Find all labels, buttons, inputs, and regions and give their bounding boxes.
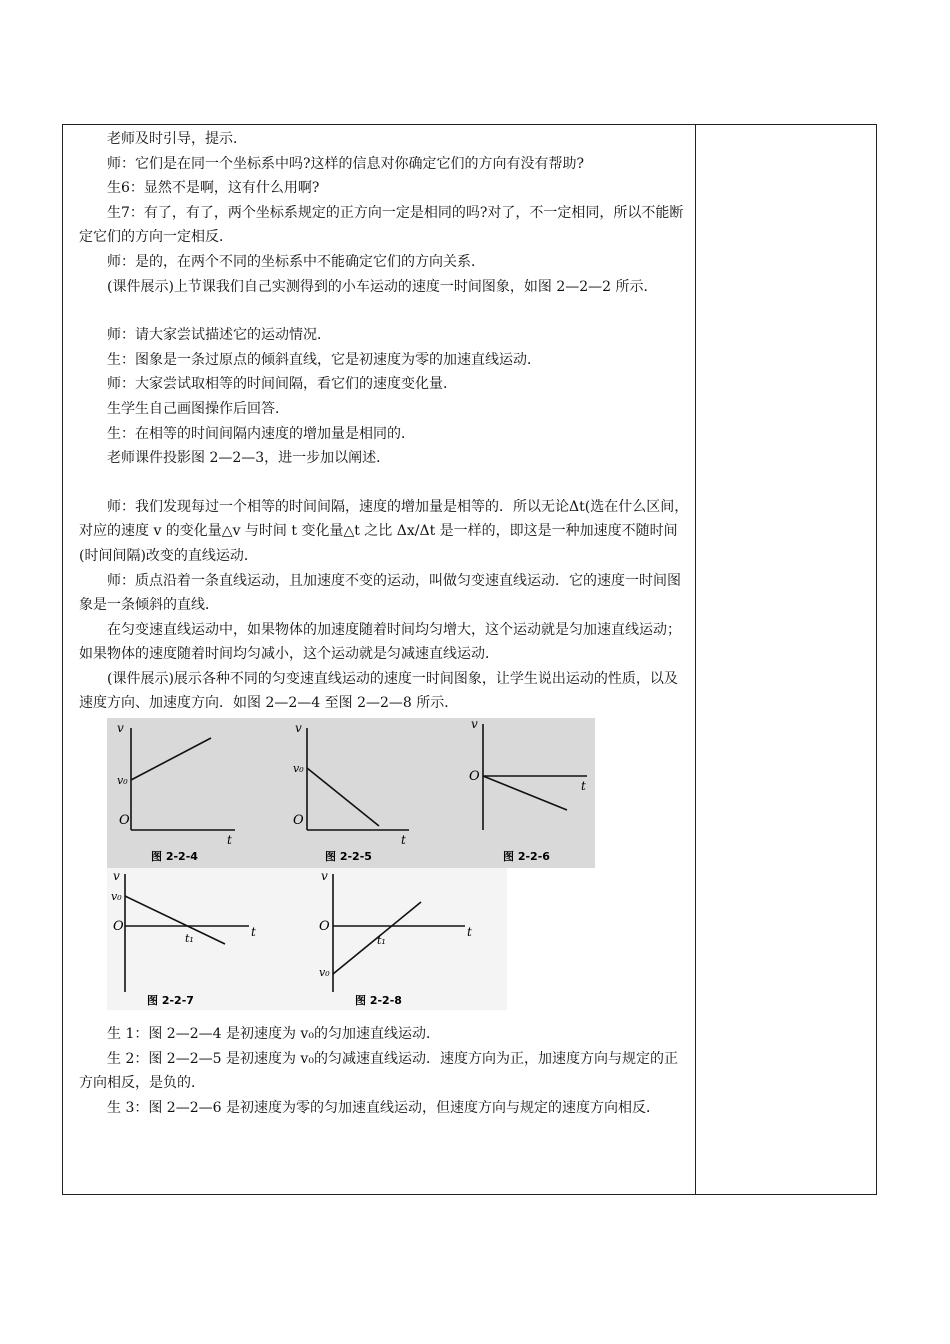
paragraph: 生：在相等的时间间隔内速度的增加量是相同的．: [107, 425, 415, 442]
paragraph: 老师及时引导，提示．: [107, 131, 247, 147]
origin-label: O: [113, 919, 124, 935]
paragraph: 师：是的，在两个不同的坐标系中不能确定它们的方向关系．: [107, 253, 485, 270]
axis-label-t1: t₁: [377, 934, 386, 948]
paragraph: (课件展示)展示各种不同的匀变速直线运动的速度一时间图象，让学生说出运动的性质，以及速度方向、加速度方向．如图 2—2—4 至图 2—2—8 所示．: [79, 670, 678, 712]
paragraph: 师：质点沿着一条直线运动，且加速度不变的运动，叫做匀变速直线运动．它的速度一时间图象是一条倾斜的直线．: [79, 572, 681, 614]
paragraph: 生：图象是一条过原点的倾斜直线，它是初速度为零的加速直线运动．: [107, 351, 541, 368]
paragraph: 师：我们发现每过一个相等的时间间隔，速度的增加量是相等的．所以无论Δt(选在什么区间，对应的速度 v 的变化量△v 与时间 t 变化量△t 之比 Δx/Δt 是一样的，即这是一种加速度不随时间(时间间隔)改变的直线运动．: [79, 498, 689, 564]
vt-graph-figures: [79, 718, 691, 1018]
axis-label-t: t: [581, 779, 586, 794]
axis-label-v0: v₀: [117, 774, 128, 788]
axis-label-v: v: [295, 721, 302, 736]
figure-2-2-6: [483, 724, 587, 830]
figure-caption: 图 2-2-4: [151, 850, 198, 864]
paragraph: 生 3：图 2—2—6 是初速度为零的匀加速直线运动，但速度方向与规定的速度方向相反．: [107, 1099, 660, 1116]
axis-label-t: t: [251, 925, 256, 940]
paragraph: 师：请大家尝试描述它的运动情况．: [107, 327, 331, 344]
figure-2-2-8: [333, 874, 465, 992]
paragraph: 师：它们是在同一个坐标系中吗?这样的信息对你确定它们的方向有没有帮助?: [107, 155, 585, 172]
paragraph: 生7：有了，有了，两个坐标系规定的正方向一定是相同的吗?对了，不一定相同，所以不能断定它们的方向一定相反．: [79, 204, 684, 246]
axis-label-v0: v₀: [319, 966, 330, 980]
figure-2-2-5: [307, 728, 409, 830]
paragraph: 生 2：图 2—2—5 是初速度为 v₀的匀减速直线运动．速度方向为正，加速度方向与规定的正方向相反，是负的．: [79, 1050, 678, 1092]
axis-label-v: v: [321, 869, 328, 884]
lesson-table: [62, 124, 877, 1195]
paragraph: 生学生自己画图操作后回答．: [107, 400, 289, 417]
figure-caption: 图 2-2-8: [355, 994, 402, 1008]
origin-label: O: [469, 769, 480, 785]
figure-caption: 图 2-2-6: [503, 850, 550, 864]
figure-caption: 图 2-2-5: [325, 850, 372, 864]
origin-label: O: [319, 919, 330, 935]
figure-caption: 图 2-2-7: [147, 994, 194, 1008]
paragraph: 生 1：图 2—2—4 是初速度为 v₀的匀加速直线运动．: [107, 1026, 440, 1043]
figure-2-2-4: [131, 728, 235, 830]
origin-label: O: [293, 813, 304, 829]
column-divider: [695, 125, 696, 1194]
paragraph: 师：大家尝试取相等的时间间隔，看它们的速度变化量．: [107, 376, 457, 393]
axis-label-v0: v₀: [111, 890, 122, 904]
axis-label-t: t: [401, 833, 406, 848]
main-column: [79, 127, 691, 1120]
paragraph: (课件展示)上节课我们自己实测得到的小车运动的速度一时间图象，如图 2—2—2 所示．: [107, 278, 658, 295]
axis-label-t: t: [227, 833, 232, 848]
axis-label-t: t: [467, 925, 472, 940]
figure-row-1: [107, 718, 595, 868]
paragraph: 生6：显然不是啊，这有什么用啊?: [107, 180, 320, 197]
axis-label-v: v: [471, 718, 478, 732]
axis-label-v: v: [113, 869, 120, 884]
origin-label: O: [119, 813, 130, 829]
paragraph: 在匀变速直线运动中，如果物体的加速度随着时间均匀增大，这个运动就是匀加速直线运动；如果物体的速度随着时间均匀减小，这个运动就是匀减速直线运动．: [79, 621, 681, 663]
figure-row-2: [107, 868, 507, 1010]
axis-label-v0: v₀: [293, 762, 304, 776]
axis-label-t1: t₁: [185, 932, 194, 946]
paragraph: 老师课件投影图 2—2—3，进一步加以阐述．: [107, 450, 391, 467]
axis-label-v: v: [117, 721, 124, 736]
